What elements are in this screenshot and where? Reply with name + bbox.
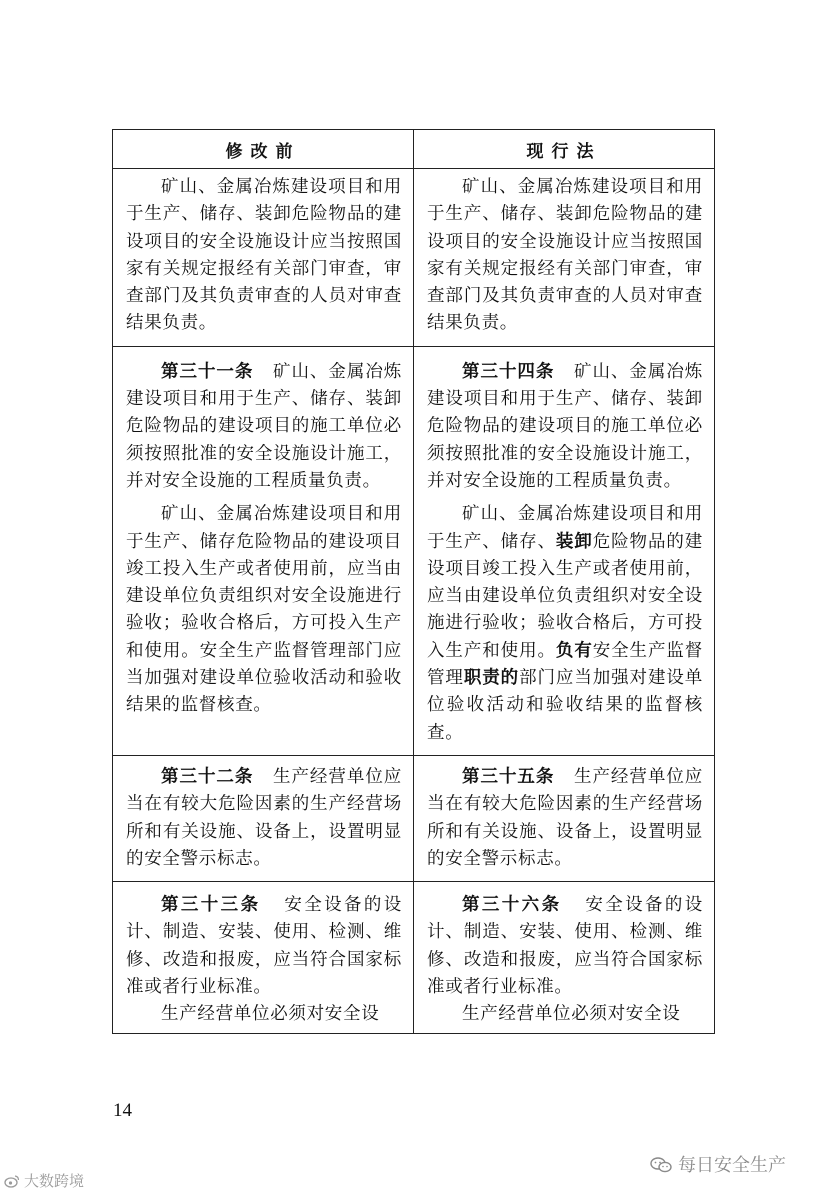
amended-text: 装卸 (555, 531, 593, 552)
paragraph: 矿山、金属冶炼建设项目和用于生产、储存危险物品的建设项目竣工投入生产或者使用前，应当由建设单位负责组织对安全设施进行验收；验收合格后，方可投入生产和使用。安全生产监督管理部门应当加强对建设单位验收活动和验收结果的监督核查。 (126, 504, 402, 716)
paragraph: 生产经营单位必须对安全设 (161, 1004, 380, 1025)
paragraph (126, 764, 402, 873)
paragraph: 矿山、金属冶炼建设项目和用于生产、储存、装卸危险物品的建设项目的安全设施设计应当按照国家有关规定报经有关部门审查，审查部门及其负责审查的人员对审查结果负责。 (126, 177, 402, 334)
article-number: 第三十一条 (161, 361, 254, 382)
watermark-left (4, 1170, 84, 1191)
article-text: 生产经营单位应当在有较大危险因素的生产经营场所和有关设施、设备上，设置明显的安全警示标志。 (427, 766, 703, 869)
cell-current (414, 346, 715, 755)
paragraph (126, 359, 402, 495)
paragraph (427, 501, 703, 747)
article-number: 第三十六条 (462, 895, 562, 916)
paragraph: 生产经营单位必须对安全设 (462, 1004, 681, 1025)
cell-before (113, 169, 414, 347)
article-text: 矿山、金属冶炼建设项目和用于生产、储存、装卸危险物品的建设项目的施工单位必须按照批准的安全设施设计施工，并对安全设施的工程质量负责。 (126, 361, 402, 491)
text-segment: 部门应当加强对建设单位验收活动和验收结果的监督核查。 (427, 668, 703, 743)
watermark-left-text: 大数跨境 (24, 1172, 85, 1190)
paragraph (427, 892, 703, 1001)
weibo-icon (4, 1174, 20, 1188)
article-text: 矿山、金属冶炼建设项目和用于生产、储存、装卸危险物品的建设项目的施工单位必须按照批准的安全设施设计施工，并对安全设施的工程质量负责。 (427, 361, 703, 491)
article-text: 生产经营单位应当在有较大危险因素的生产经营场所和有关设施、设备上，设置明显的安全警示标志。 (126, 766, 402, 869)
article-number: 第三十二条 (161, 766, 254, 787)
article-text: 安全设备的设计、制造、安装、使用、检测、维修、改造和报废，应当符合国家标准或者行业标准。 (427, 895, 704, 998)
cell-before (113, 346, 414, 755)
cell-current (414, 169, 715, 347)
paragraph (427, 764, 703, 873)
cell-before (113, 755, 414, 881)
table-row (113, 755, 715, 881)
table-header-row (113, 130, 715, 169)
amended-text: 职责的 (463, 668, 520, 689)
wechat-icon (650, 1157, 672, 1173)
cell-before (113, 882, 414, 1033)
paragraph (427, 359, 703, 495)
table-row (113, 882, 715, 1033)
article-text: 安全设备的设计、制造、安装、使用、检测、维修、改造和报废，应当符合国家标准或者行业标准。 (126, 895, 403, 998)
amended-text: 负有 (555, 640, 593, 661)
text-segment: 安全生产监督管理 (427, 640, 703, 689)
text-segment: 危险物品的建设项目竣工投入生产或者使用前，应当由建设单位负责组织对安全设施进行验收；验收合格后，方可投入生产和使用。 (427, 531, 703, 661)
comparison-table (112, 129, 715, 1034)
header-before-revision: 修改前 (113, 130, 414, 169)
table-row (113, 346, 715, 755)
table-row (113, 169, 715, 347)
header-current-law: 现行法 (414, 130, 715, 169)
article-number: 第三十五条 (462, 766, 555, 787)
watermark-right-text: 每日安全生产 (678, 1155, 786, 1176)
paragraph: 矿山、金属冶炼建设项目和用于生产、储存、装卸危险物品的建设项目的安全设施设计应当按照国家有关规定报经有关部门审查，审查部门及其负责审查的人员对审查结果负责。 (427, 177, 703, 334)
text-segment: 矿山、金属冶炼建设项目和用于生产、储存、 (427, 504, 703, 552)
cell-current (414, 755, 715, 881)
page-number: 14 (113, 1100, 132, 1121)
cell-current (414, 882, 715, 1033)
article-number: 第三十三条 (161, 895, 261, 916)
watermark-right (650, 1151, 786, 1177)
paragraph (126, 892, 402, 1001)
article-number: 第三十四条 (462, 361, 555, 382)
